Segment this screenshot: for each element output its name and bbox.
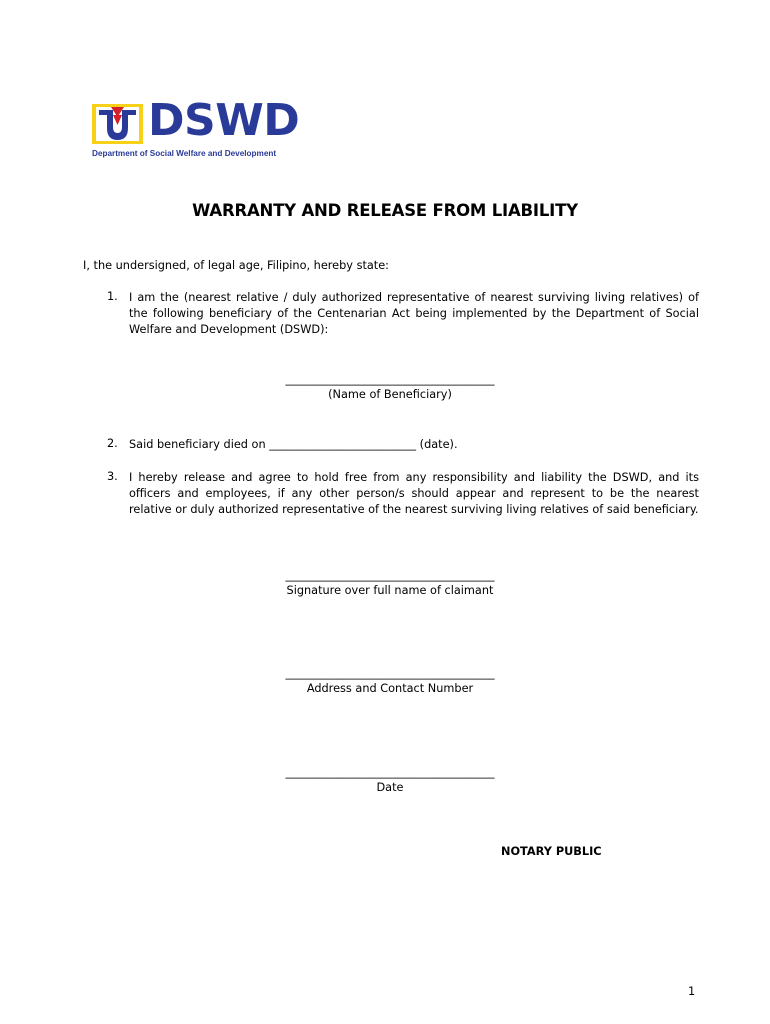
logo-subtitle: Department of Social Welfare and Development [92,149,277,158]
item-2-text: Said beneficiary died on __________________________ (date). [129,438,458,451]
date-line: _____________________________________ [285,766,495,779]
date-label: Date [376,781,404,794]
logo-wordmark: DSWD [148,95,300,146]
claimant-signature-line: _____________________________________ [285,569,495,582]
item-2-number: 2. [107,437,118,450]
date-block [230,765,550,795]
address-contact-block [230,666,550,696]
beneficiary-name-label: (Name of Beneficiary) [328,388,452,401]
beneficiary-name-block [230,372,550,402]
item-3-number: 3. [107,470,118,483]
page-number: 1 [688,985,696,998]
intro-statement: I, the undersigned, of legal age, Filipino, hereby state: [83,259,389,272]
dswd-emblem-icon [91,103,145,145]
address-contact-line: _____________________________________ [285,667,495,680]
claimant-signature-label: Signature over full name of claimant [286,584,494,597]
item-1-text: I am the (nearest relative / duly authorized representative of nearest surviving living relatives) of the following beneficiary of the Centenarian Act being implemented by the Department of Social Welfare and Development (DSWD): [129,291,699,336]
dswd-logo [91,95,306,163]
document-title: WARRANTY AND RELEASE FROM LIABILITY [192,201,578,220]
notary-public-label: NOTARY PUBLIC [501,845,602,858]
beneficiary-name-line: _____________________________________ [285,373,495,386]
address-contact-label: Address and Contact Number [306,682,474,695]
item-3-text: I hereby release and agree to hold free from any responsibility and liability the DSWD, and its officers and employees, if any other person/s should appear and represent to be the nearest relative or duly authorized representative of the nearest surviving living relatives of said beneficiary. [129,471,699,516]
item-1-number: 1. [107,290,118,303]
claimant-signature-block [230,568,550,598]
